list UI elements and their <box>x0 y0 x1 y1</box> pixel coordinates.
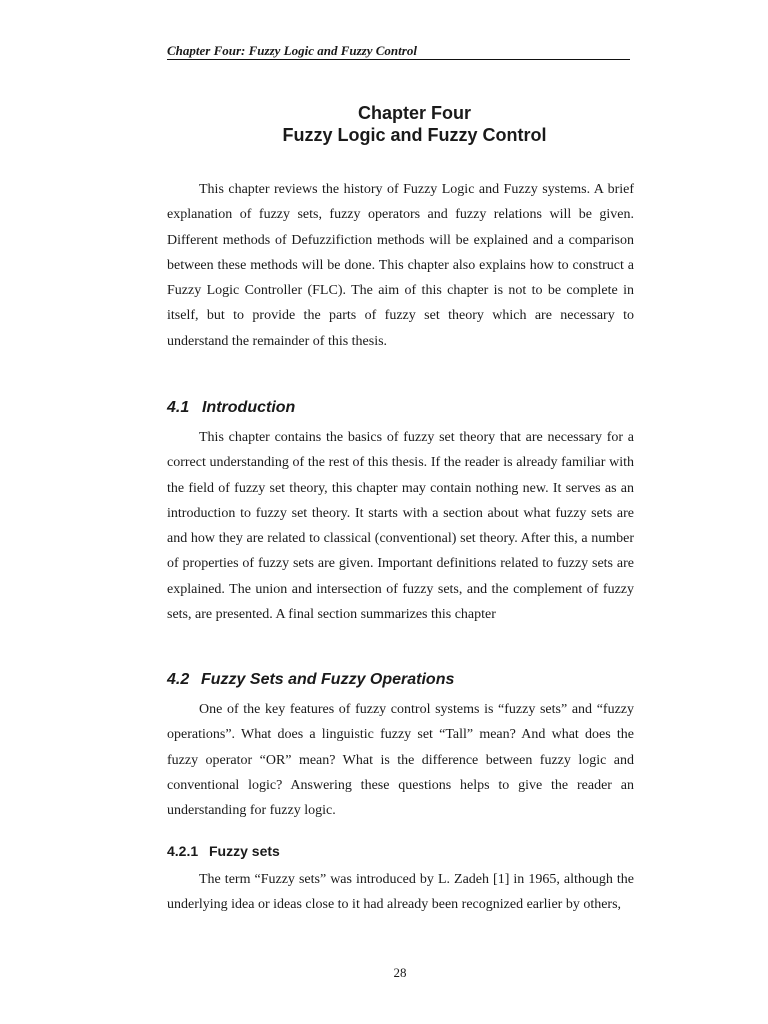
fuzzy-operations-paragraph: One of the key features of fuzzy control systems is “fuzzy sets” and “fuzzy operations”. What does a linguistic fuzzy set “Tall” mean? And what does the fuzzy operator “OR” mean? What is the difference between fuzzy logic and conventional logic? Answering these questions helps to give the reader an understanding for fuzzy logic. <box>167 702 634 819</box>
section-heading-introduction <box>167 398 295 418</box>
fuzzy-sets-paragraph: The term “Fuzzy sets” was introduced by L. Zadeh [1] in 1965, although the underlying idea or ideas close to it had already been recognized earlier by others, <box>167 872 634 913</box>
subsection-number: 4.2.1 <box>167 843 199 859</box>
page-number: 28 <box>393 965 407 980</box>
intro-paragraph: This chapter reviews the history of Fuzzy Logic and Fuzzy systems. A brief explanation of fuzzy sets, fuzzy operators and fuzzy relations will be given. Different methods of Defuzzifiction methods will be explained and a comparison between these methods will be done. This chapter also explains how to construct a Fuzzy Logic Controller (FLC). The aim of this chapter is not to be complete in itself, but to provide the parts of fuzzy set theory which are necessary to understand the remainder of this thesis. <box>167 182 634 349</box>
section-title: Fuzzy Sets and Fuzzy Operations <box>201 671 455 688</box>
subsection-heading-fuzzy-sets <box>167 842 280 860</box>
introduction-paragraph: This chapter contains the basics of fuzzy set theory that are necessary for a correct understanding of the rest of this thesis. If the reader is already familiar with the field of fuzzy set theory, this chapter may contain nothing new. It serves as an introduction to fuzzy set theory. It starts with a section about what fuzzy sets are and how they are related to classical (conventional) set theory. After this, a number of properties of fuzzy sets are given. Important definitions related to fuzzy sets are explained. The union and intersection of fuzzy sets, and the complement of fuzzy sets, are presented. A final section summarizes this chapter <box>167 430 634 623</box>
section-number: 4.1 <box>167 399 190 416</box>
running-header: Chapter Four: Fuzzy Logic and Fuzzy Control <box>167 43 630 60</box>
section-title: Introduction <box>202 399 296 416</box>
chapter-title: Fuzzy Logic and Fuzzy Control <box>282 125 547 145</box>
subsection-title: Fuzzy sets <box>209 843 280 859</box>
section-number: 4.2 <box>167 671 190 688</box>
chapter-label: Chapter Four <box>357 103 471 123</box>
section-heading-fuzzy-sets-operations <box>167 670 454 690</box>
